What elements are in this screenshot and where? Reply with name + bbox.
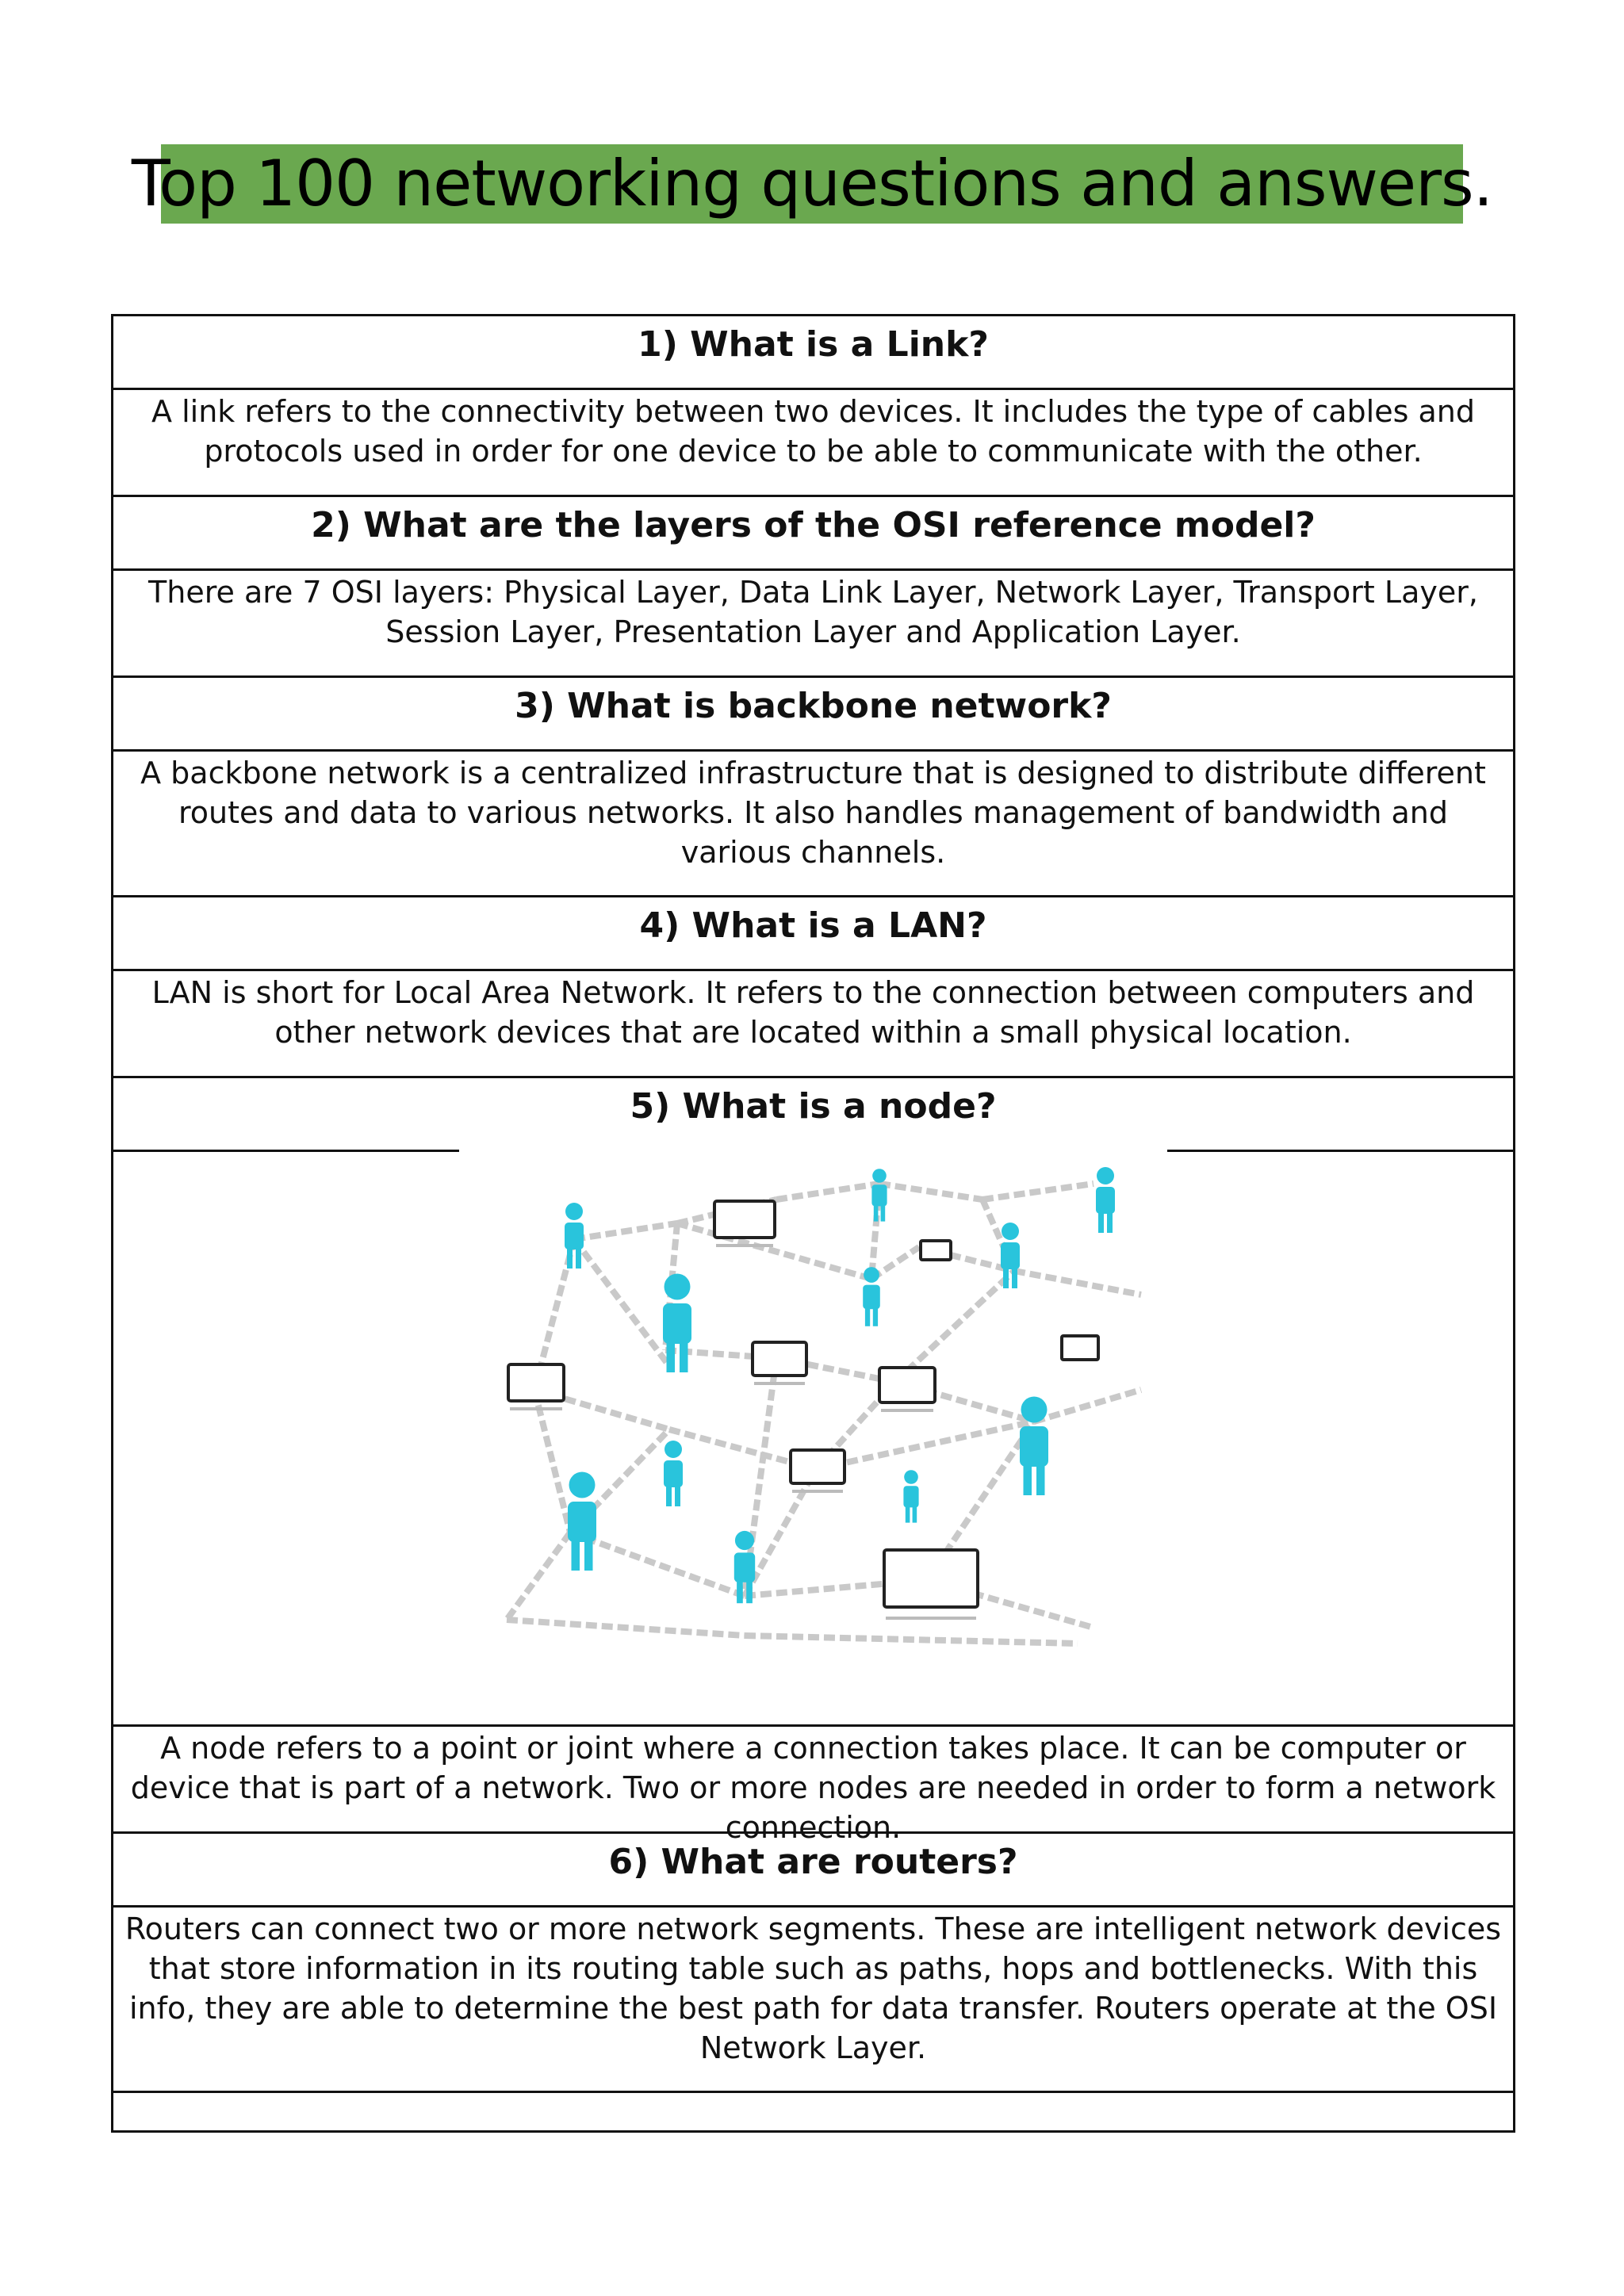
page-title-banner (131, 144, 1493, 224)
answer-2 (113, 571, 1513, 678)
qa-table (111, 314, 1515, 2133)
answer-6 (113, 1908, 1513, 2093)
page-title: Top 100 networking questions and answers. (131, 147, 1493, 220)
person-icon (903, 1470, 918, 1522)
person-icon (871, 1169, 887, 1221)
monitor-icon (921, 1241, 951, 1260)
person-icon (863, 1267, 880, 1326)
answer-3-text: A backbone network is a centralized infrastructure that is designed to distribute different routes and data to various networks. It also handles management of bandwidth and various channels. (140, 756, 1486, 870)
question-3 (113, 678, 1513, 752)
answer-5 (113, 1727, 1513, 1845)
answer-1-text: A link refers to the connectivity between two devices. It includes the type of cables and protocols used in order for one device to be able to communicate with the other. (151, 394, 1475, 469)
monitor-icon (508, 1364, 564, 1401)
answer-3 (113, 752, 1513, 897)
answer-6-text: Routers can connect two or more network segments. These are intelligent network devices that store information in its routing table such as paths, hops and bottlenecks. With this info, they are able to determine the best path for data transfer. Routers operate at the OSI Network Layer. (124, 1911, 1502, 2065)
question-2 (113, 497, 1513, 571)
monitor-icon (1062, 1336, 1098, 1360)
question-4-text: 4) What is a LAN? (639, 905, 987, 946)
answer-5-text: A node refers to a point or joint where a connection takes place. It can be computer or device that is part of a network. Two or more nodes are needed in order to form a network connection. (130, 1731, 1496, 1845)
person-icon (565, 1203, 584, 1269)
monitor-icon (753, 1342, 806, 1376)
monitor-icon (791, 1450, 845, 1483)
question-1-text: 1) What is a Link? (638, 324, 989, 365)
question-4 (113, 897, 1513, 971)
person-nodes (565, 1167, 1115, 1603)
question-6-text: 6) What are routers? (608, 1842, 1018, 1882)
person-icon (568, 1472, 596, 1571)
person-icon (663, 1274, 691, 1373)
person-icon (1096, 1167, 1115, 1233)
question-5-text: 5) What is a node? (630, 1086, 997, 1127)
person-icon (1001, 1223, 1020, 1288)
question-5 (113, 1078, 1513, 1152)
empty-row (113, 2093, 1513, 2133)
answer-4 (113, 971, 1513, 1078)
question-1 (113, 316, 1513, 390)
monitor-icon (879, 1368, 935, 1402)
monitor-icon (884, 1550, 978, 1607)
answer-2-text: There are 7 OSI layers: Physical Layer, Data Link Layer, Network Layer, Transport Layer, Session Layer, Presentation Layer and Application Layer. (148, 575, 1478, 649)
answer-1 (113, 390, 1513, 497)
node-figure-row (113, 1152, 1513, 1727)
answer-4-text: LAN is short for Local Area Network. It refers to the connection between computers and other network devices that are located within a small physical location. (151, 975, 1475, 1050)
network-nodes-illustration (459, 1152, 1167, 1724)
monitor-icon (714, 1201, 775, 1238)
person-icon (664, 1441, 683, 1506)
question-3-text: 3) What is backbone network? (515, 686, 1112, 726)
person-icon (1020, 1397, 1048, 1496)
question-2-text: 2) What are the layers of the OSI reference model? (311, 505, 1316, 545)
